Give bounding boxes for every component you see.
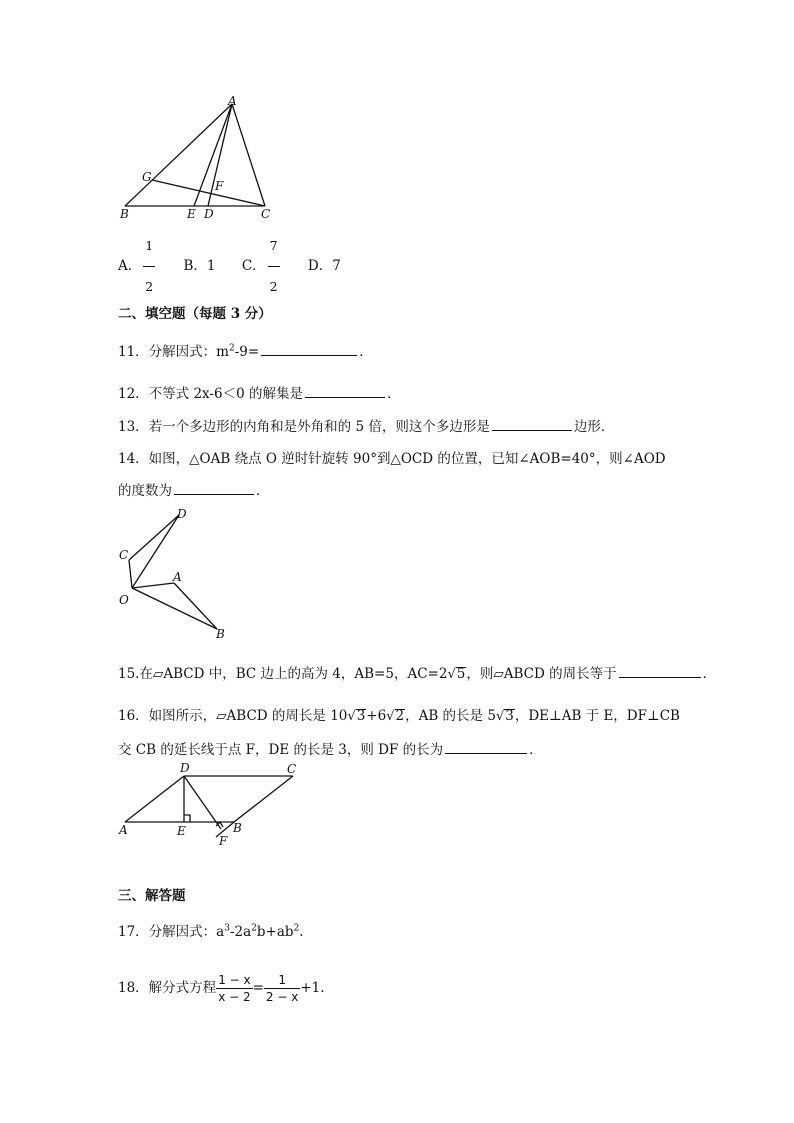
option-c-label: C． (241, 258, 266, 274)
answer-blank-12[interactable] (305, 384, 385, 398)
label-e: E (177, 824, 186, 838)
label-o: O (119, 593, 129, 607)
option-b: B．1 (183, 258, 216, 274)
figure-triangle-abc (115, 92, 280, 222)
label-d: D (204, 207, 214, 221)
fraction-right: $\frac{1}{2 - x}$ (265, 973, 299, 1004)
figure-rotation-oab-ocd (115, 505, 235, 643)
label-e: E (187, 207, 196, 221)
q10-options (118, 226, 343, 294)
question-14-line1: 14．如图，△OAB 绕点 O 逆时针旋转 90°到△OCD 的位置，已知∠AOB=40°，则∠AOD (118, 451, 666, 467)
label-g: G (142, 170, 152, 184)
label-f: F (219, 834, 228, 848)
option-a-fraction: $\frac{1}{2}$ (143, 226, 157, 307)
label-d: D (177, 507, 187, 521)
figure-parallelogram-abcd (115, 760, 305, 850)
question-12: 12．不等式 2x-6＜0 的解集是 ． (118, 386, 401, 402)
option-d: D．7 (307, 258, 341, 274)
question-17: 17．分解因式：$a^3-2a^2b+ab^2$. (118, 923, 304, 940)
label-a: A (119, 823, 128, 837)
question-16-line2: 交 CB 的延长线于点 F，DE 的长是 3，则 DF 的长为 ． (118, 742, 543, 758)
label-d: D (180, 761, 190, 775)
answer-blank-14[interactable] (174, 481, 254, 495)
label-c: C (261, 207, 271, 221)
label-b: B (120, 207, 129, 221)
answer-blank-13[interactable] (492, 417, 572, 431)
question-14-line2: 的度数为 ． (118, 483, 270, 499)
label-f: F (215, 179, 224, 193)
label-c: C (287, 762, 297, 776)
answer-blank-15[interactable] (619, 664, 701, 678)
label-a: A (173, 570, 182, 584)
question-13: 13．若一个多边形的内角和是外角和的 5 倍，则这个多边形是 边形． (118, 419, 615, 435)
question-11: 11．分解因式：$m^2-9=$ ． (118, 343, 373, 360)
answer-blank-16[interactable] (445, 740, 527, 754)
label-a: A (228, 94, 237, 108)
label-b: B (216, 627, 225, 641)
question-18: 18．解分式方程 $\frac{1 - x}{x - 2}$ = $\frac{1}{2 - x}$ +1. (118, 973, 325, 1004)
section-2-title: 二、填空题（每题 3 分） (118, 306, 272, 322)
answer-blank-11[interactable] (261, 342, 357, 356)
label-c: C (119, 548, 129, 562)
section-3-title: 三、解答题 (118, 888, 186, 904)
sqrt-sign: √ (447, 667, 456, 682)
label-b: B (233, 821, 242, 835)
option-a-label: A． (118, 258, 142, 274)
option-c-fraction: $\frac{7}{2}$ (268, 226, 282, 307)
question-15: 15.在▱ABCD 中，BC 边上的高为 4，AB=5，AC=2√5，则▱ABCD 的周长等于 ． (118, 666, 717, 682)
question-16-line1: 16．如图所示，▱ABCD 的周长是 10√3+6√2，AB 的长是 5√3，DE⊥AB 于 E，DF⊥CB (118, 708, 680, 724)
fraction-left: $\frac{1 - x}{x - 2}$ (218, 973, 251, 1004)
